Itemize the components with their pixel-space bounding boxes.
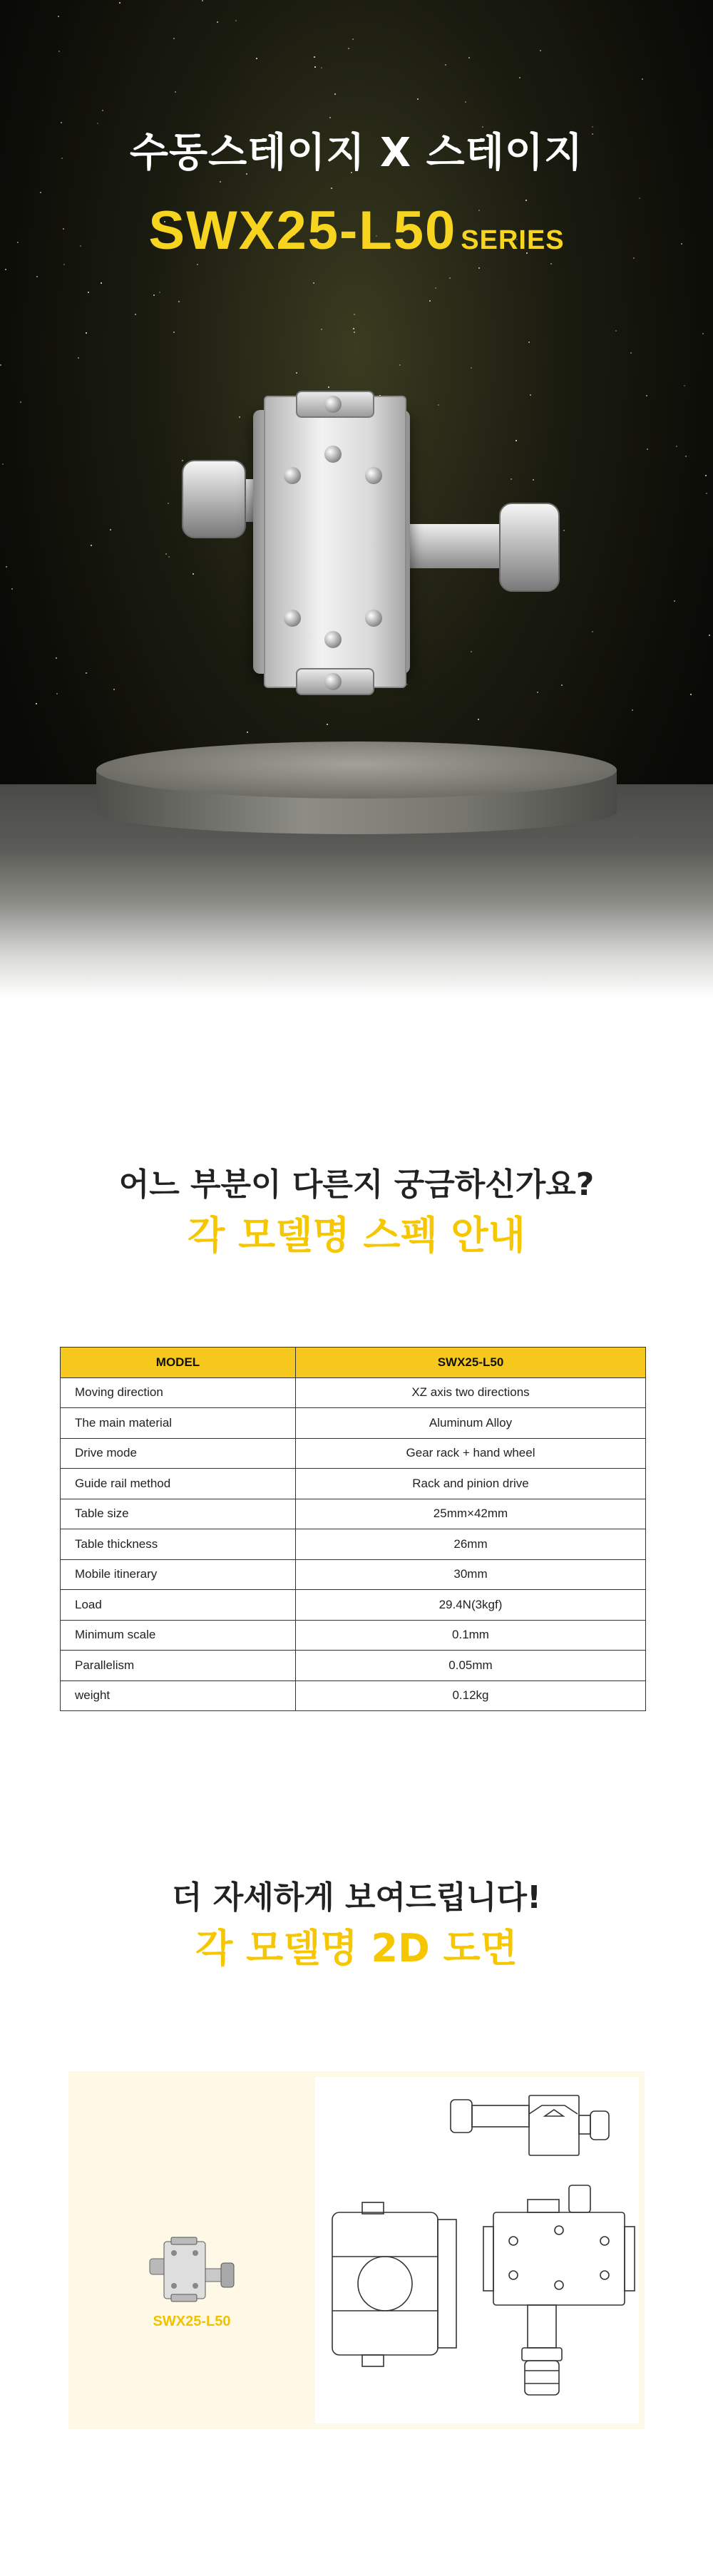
table-row [61, 1590, 646, 1621]
star [5, 269, 6, 270]
spec-value: 25mm×42mm [296, 1499, 646, 1529]
star [348, 48, 349, 49]
star [86, 332, 87, 334]
star [20, 401, 21, 403]
star [702, 333, 704, 334]
spec-label: weight [61, 1680, 296, 1711]
star [399, 364, 401, 366]
star [471, 367, 472, 369]
star [639, 197, 640, 199]
star [314, 66, 316, 68]
star [182, 460, 183, 461]
spec-label: Parallelism [61, 1651, 296, 1681]
star [478, 719, 479, 720]
star [86, 672, 87, 674]
mount-hole [324, 631, 342, 648]
star [63, 264, 65, 265]
star [478, 267, 480, 269]
star [101, 282, 102, 284]
star [165, 553, 167, 555]
star [530, 394, 531, 396]
spec-label: Mobile itinerary [61, 1559, 296, 1590]
star [314, 56, 315, 58]
mount-hole [365, 610, 382, 627]
star [11, 588, 13, 590]
star [615, 330, 617, 332]
star [465, 101, 466, 103]
hero-section [0, 0, 713, 998]
right-knob [499, 503, 560, 592]
star [88, 292, 89, 293]
spec-title: 각 모델명 스펙 안내 [188, 1213, 525, 1258]
spec-value: 0.1mm [296, 1620, 646, 1651]
star [235, 20, 237, 21]
spec-label: The main material [61, 1408, 296, 1439]
star [353, 328, 354, 329]
star [58, 51, 60, 52]
table-row [61, 1499, 646, 1529]
mount-hole [284, 610, 301, 627]
right-shaft [403, 524, 503, 568]
mount-hole [284, 467, 301, 484]
star [327, 724, 328, 725]
spec-heading: 어느 부분이 다른지 궁금하신가요? [118, 1166, 595, 1203]
star [239, 416, 240, 418]
star [515, 440, 517, 441]
star [540, 50, 541, 51]
star [91, 545, 92, 546]
star [528, 342, 530, 343]
star [705, 475, 707, 476]
star [113, 689, 115, 690]
spec-value: Gear rack + hand wheel [296, 1438, 646, 1469]
star [630, 352, 632, 354]
star [329, 117, 331, 118]
star [642, 78, 643, 80]
star [119, 2, 120, 4]
star [592, 631, 593, 632]
star [690, 694, 692, 695]
star [646, 395, 647, 396]
spec-value: 0.05mm [296, 1651, 646, 1681]
left-knob [182, 460, 246, 538]
model-code: SWX25-L50 [148, 200, 457, 261]
spec-label: Guide rail method [61, 1469, 296, 1499]
pedestal-top [96, 742, 617, 799]
table-row [61, 1469, 646, 1499]
star [519, 77, 520, 78]
star [685, 456, 687, 457]
table-row [61, 1408, 646, 1439]
spec-label: Drive mode [61, 1438, 296, 1469]
star [511, 478, 512, 480]
table-row [61, 1438, 646, 1469]
star [40, 192, 41, 193]
spec-value: 29.4N(3kgf) [296, 1590, 646, 1621]
table-row [61, 1559, 646, 1590]
spec-table [60, 1347, 646, 1711]
table-header-row [61, 1348, 646, 1378]
spec-label: Table thickness [61, 1529, 296, 1560]
mount-hole [324, 446, 342, 463]
spec-value: 30mm [296, 1559, 646, 1590]
hero-title: 수동스테이지 X 스테이지 [129, 130, 584, 176]
star [36, 276, 38, 277]
spec-value: 26mm [296, 1529, 646, 1560]
star [354, 332, 355, 333]
table-row [61, 1529, 646, 1560]
star [202, 0, 203, 1]
star [175, 91, 176, 93]
star [256, 58, 257, 59]
star [58, 16, 59, 17]
star [354, 314, 355, 315]
table-row [61, 1651, 646, 1681]
star [331, 188, 332, 189]
star [193, 573, 194, 575]
star [159, 292, 160, 293]
thumbnail-label: SWX25-L50 [153, 2314, 231, 2329]
drawing-panel [68, 2071, 645, 2429]
star [173, 38, 175, 39]
star [632, 709, 633, 711]
spec-label: Moving direction [61, 1377, 296, 1408]
header-label: MODEL [61, 1348, 296, 1378]
star [537, 692, 538, 693]
spec-value: Rack and pinion drive [296, 1469, 646, 1499]
star [36, 703, 37, 704]
star [684, 385, 685, 386]
star [220, 181, 221, 183]
star [296, 372, 297, 374]
star [197, 264, 198, 265]
spec-value: 0.12kg [296, 1680, 646, 1711]
star [706, 493, 707, 494]
table-row [61, 1620, 646, 1651]
star [110, 529, 111, 530]
star [417, 98, 419, 100]
star [321, 67, 322, 68]
star [313, 282, 314, 284]
star [153, 294, 155, 296]
star [168, 503, 169, 504]
table-row [61, 1377, 646, 1408]
star [56, 693, 58, 694]
drawing-title: 각 모델명 2D 도면 [195, 1926, 518, 1971]
star [247, 732, 248, 733]
spec-value: XZ axis two directions [296, 1377, 646, 1408]
table-row [61, 1680, 646, 1711]
star [550, 263, 552, 265]
technical-drawing [315, 2077, 639, 2423]
star [6, 566, 7, 568]
star [173, 332, 175, 333]
star [328, 386, 329, 388]
star [471, 651, 472, 652]
spec-value: Aluminum Alloy [296, 1408, 646, 1439]
star [135, 314, 136, 315]
star [709, 635, 710, 636]
star [334, 93, 336, 95]
star [178, 301, 180, 302]
star [217, 21, 218, 23]
product-thumbnail [145, 2232, 238, 2303]
star [676, 446, 677, 447]
star [647, 448, 648, 450]
star [445, 64, 446, 66]
star [468, 57, 470, 58]
drawing-canvas [315, 2077, 639, 2423]
star [561, 684, 563, 686]
star [438, 404, 439, 406]
header-value: SWX25-L50 [296, 1348, 646, 1378]
star [435, 287, 436, 289]
star [406, 684, 408, 685]
star [168, 556, 170, 558]
tab-hole [324, 673, 342, 690]
star [674, 600, 675, 602]
star [321, 329, 322, 330]
star [449, 277, 451, 279]
star [533, 479, 534, 481]
star [78, 357, 79, 359]
star [0, 364, 1, 366]
mount-hole [365, 467, 382, 484]
star [102, 110, 103, 111]
spec-label: Table size [61, 1499, 296, 1529]
tab-hole [324, 396, 342, 413]
hero-model-name [0, 200, 713, 262]
drawing-heading: 더 자세하게 보여드립니다! [171, 1879, 542, 1916]
star [429, 300, 431, 302]
spec-label: Load [61, 1590, 296, 1621]
spec-label: Minimum scale [61, 1620, 296, 1651]
series-label: SERIES [461, 225, 565, 255]
star [56, 657, 57, 659]
star [563, 530, 565, 531]
star [2, 463, 4, 465]
star [352, 39, 354, 40]
